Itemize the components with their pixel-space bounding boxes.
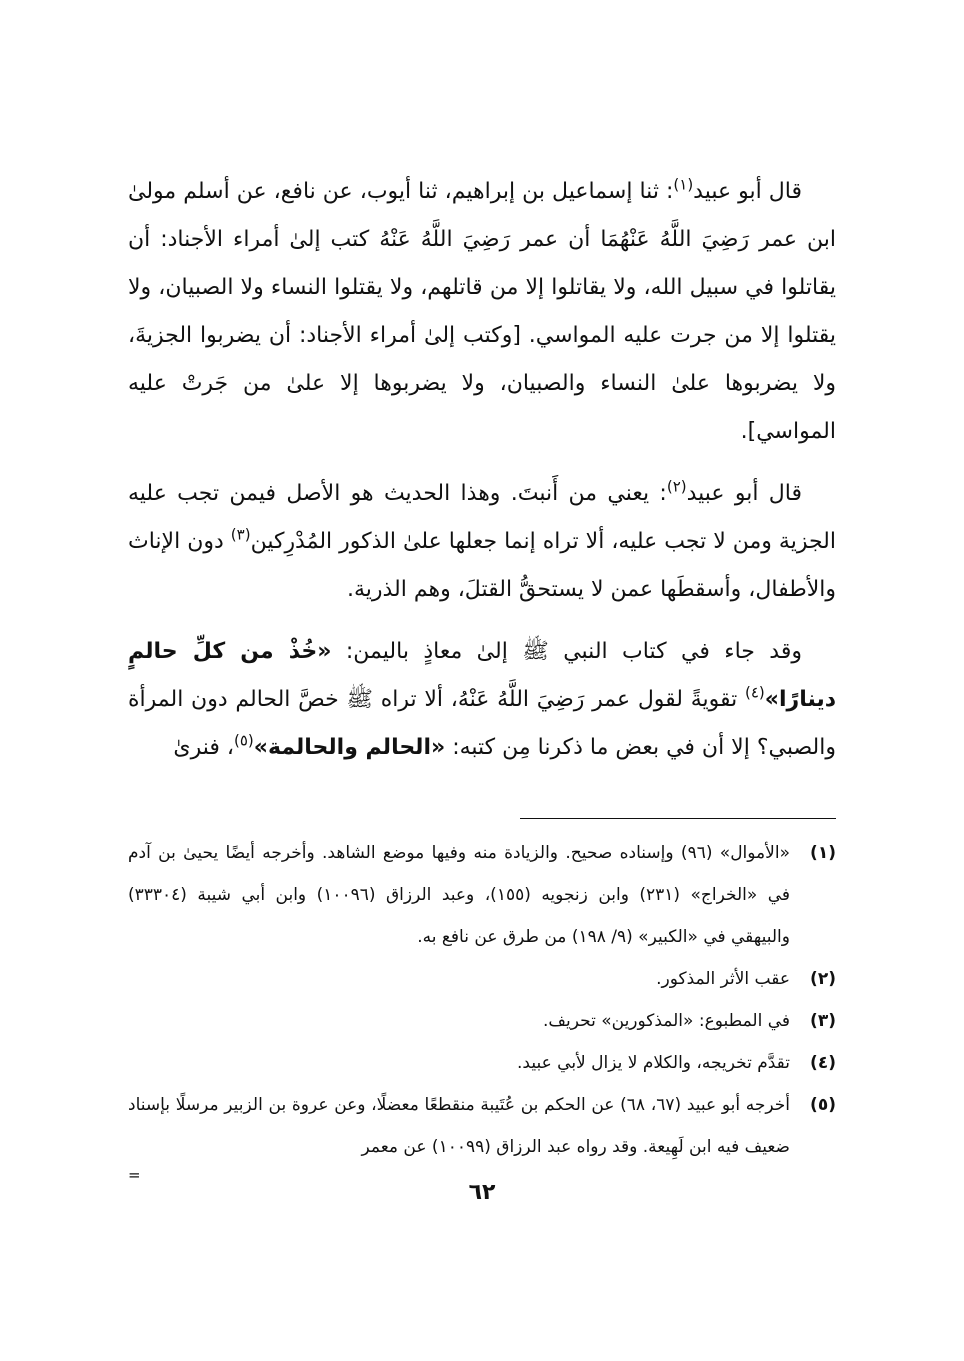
- footnote-text: في المطبوع: «المذكورين» تحريف.: [543, 1011, 790, 1031]
- footnote-continuation-mark: =: [128, 1166, 141, 1184]
- footnotes: [128, 832, 836, 1182]
- paragraph-3: [128, 628, 836, 772]
- footnote-4: [128, 1042, 836, 1084]
- footnote-number: (٥): [810, 1095, 836, 1115]
- footnote-ref-1[interactable]: (١): [673, 175, 694, 194]
- text-run: تقويةً لقول عمر رَضِيَ اللَّهُ عَنْهُ، ألا تراه ﷺ خصَّ الحالم دون المرأة والصبي؟ إلا أن في بعض ما ذكرنا مِن كتبه:: [128, 687, 836, 760]
- paragraph-2: [128, 470, 836, 614]
- paragraph-1: [128, 168, 836, 456]
- footnote-5: [128, 1084, 836, 1168]
- footnote-ref-2[interactable]: (٢): [666, 477, 687, 496]
- footnote-text: «الأموال» (٩٦) وإسناده صحيح. والزيادة منه وفيها موضع الشاهد. وأخرجه أيضًا يحيىٰ بن آدم في «الخراج» (٢٣١) وابن زنجويه (١٥٥)، وعبد الرزاق (١٠٠٩٦) وابن أبي شيبة (٣٣٣٠٤) والبيهقي في «الكبير» (٩/ ١٩٨) من طرق عن نافع به.: [128, 843, 791, 947]
- footnote-number: (٣): [810, 1011, 836, 1031]
- page-number: ٦٢: [468, 1180, 496, 1205]
- text-run: وقد جاء في كتاب النبي ﷺ إلىٰ معاذٍ باليمن:: [331, 639, 802, 664]
- footnote-2: [128, 958, 836, 1000]
- footnote-text: تقدَّم تخريجه، والكلام لا يزال لأبي عبيد.: [517, 1053, 790, 1073]
- footnote-number: (٢): [810, 969, 836, 989]
- main-text: [128, 168, 836, 786]
- text-run: دون الإناث والأطفال، وأسقطَها عمن لا يستحقُّ القتلَ، وهم الذرية.: [128, 529, 836, 602]
- text-run: ، فنرىٰ: [173, 735, 234, 760]
- text-run: : ثنا إسماعيل بن إبراهيم، ثنا أيوب، عن نافع، عن أسلم مولىٰ ابن عمر رَضِيَ اللَّهُ عَنْهُمَا أن عمر رَضِيَ اللَّهُ عَنْهُ كتب إلىٰ أمراء الأجناد: أن يقاتلوا في سبيل الله، ولا يقاتلوا إلا من قاتلهم، ولا يقتلوا النساء ولا الصبيان، ولا يقتلوا إلا من جرت عليه المواسي. [وكتب إلىٰ أمراء الأجناد: أن يضربوا الجزيةَ، ولا يضربوها علىٰ النساء والصبيان، ولا يضربوها إلا علىٰ من جَرتْ عليه المواسي].: [128, 179, 836, 444]
- footnote-number: (٤): [810, 1053, 836, 1073]
- footnote-ref-4[interactable]: (٤): [745, 683, 765, 702]
- footnote-ref-5[interactable]: (٥): [233, 731, 254, 750]
- text-run: قال أبو عبيد: [686, 481, 802, 506]
- footnote-3: [128, 1000, 836, 1042]
- footnote-text: عقب الأثر المذكور.: [656, 969, 790, 989]
- text-run: قال أبو عبيد: [693, 179, 802, 204]
- footnote-text: أخرجه أبو عبيد (٦٧، ٦٨) عن الحكم بن عُتَيبة منقطعًا معضلًا، وعن عروة بن الزبير مرسلًا بإسناد ضعيف فيه ابن لَهِيعة. وقد رواه عبد الرزاق (١٠٠٩٩) عن معمر: [128, 1095, 791, 1157]
- footnote-1: [128, 832, 836, 958]
- footnote-divider: [520, 818, 836, 819]
- hadith-quote: «خُذْ من كلِّ حالمٍ دينارًا»: [128, 639, 836, 712]
- hadith-quote: «الحالم والحالمة»: [253, 735, 446, 760]
- footnote-number: (١): [810, 843, 836, 863]
- text-run: : يعني من أَنبتَ. وهذا الحديث هو الأصل فيمن تجب عليه الجزية ومن لا تجب عليه، ألا تراه إنما جعلها علىٰ الذكور المُدْرِكين: [128, 481, 836, 554]
- footnote-ref-3[interactable]: (٣): [230, 525, 251, 544]
